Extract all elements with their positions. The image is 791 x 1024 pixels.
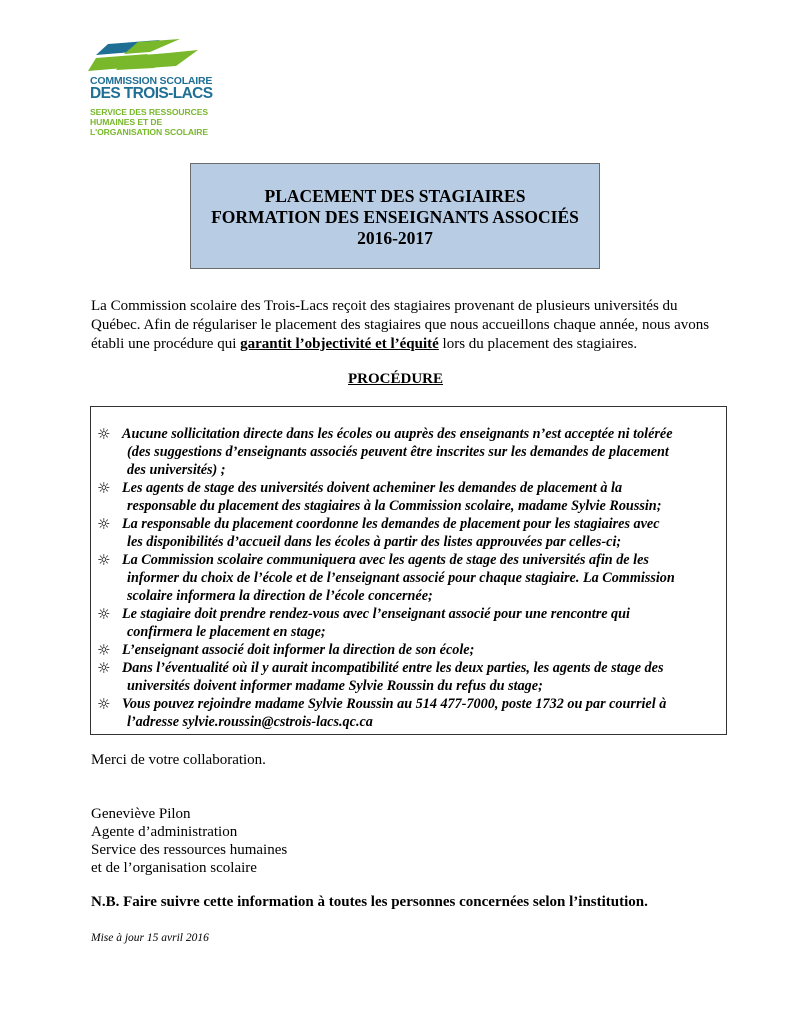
procedure-item: [97, 479, 720, 515]
nota-bene: N.B. Faire suivre cette information à toutes les personnes concernées selon l’institution.: [91, 894, 648, 910]
title-line-3: 2016-2017: [357, 228, 433, 248]
signature-name: Geneviève Pilon: [91, 806, 191, 822]
procedure-item-line: des universités) ;: [127, 462, 226, 478]
procedure-item: [97, 515, 720, 551]
sun-bullet-icon: ☼: [97, 479, 111, 497]
organization-logo: [88, 38, 228, 143]
sun-bullet-icon: ☼: [97, 515, 111, 533]
procedure-item: [97, 641, 720, 659]
stripes-logo-icon: [88, 38, 228, 78]
procedure-item-line: universités doivent informer madame Sylvie Roussin du refus du stage;: [127, 678, 543, 694]
sun-bullet-icon: ☼: [97, 695, 111, 713]
procedure-item-line: L’enseignant associé doit informer la direction de son école;: [122, 642, 475, 658]
signature-department: Service des ressources humaines: [91, 842, 288, 858]
procedure-item-line: La responsable du placement coordonne les demandes de placement pour les stagiaires avec: [122, 516, 660, 532]
procedure-item-line: confirmera le placement en stage;: [127, 624, 326, 640]
procedure-item-line: Les agents de stage des universités doivent acheminer les demandes de placement à la: [122, 480, 623, 496]
title-box: [190, 163, 600, 269]
procedure-item-line: La Commission scolaire communiquera avec les agents de stage des universités afin de les: [122, 552, 649, 568]
procedure-item: [97, 425, 720, 479]
title-line-1: PLACEMENT DES STAGIAIRES: [264, 186, 526, 206]
procedure-item: [97, 551, 720, 605]
title-line-2: FORMATION DES ENSEIGNANTS ASSOCIÉS: [211, 207, 579, 227]
signature-department: et de l’organisation scolaire: [91, 860, 257, 876]
logo-line-5: L'ORGANISATION SCOLAIRE: [90, 127, 208, 137]
procedure-item: [97, 695, 720, 731]
sun-bullet-icon: ☼: [97, 425, 111, 443]
closing-text: Merci de votre collaboration.: [91, 752, 266, 768]
signature-role: Agente d’administration: [91, 824, 238, 840]
sun-bullet-icon: ☼: [97, 605, 111, 623]
procedure-item: [97, 659, 720, 695]
sun-bullet-icon: ☼: [97, 551, 111, 569]
intro-text-before: La Commission scolaire des Trois-Lacs reçoit des stagiaires provenant de plusieurs universités du Québec. Afin de régulariser le placement des stagiaires que nous accueillons chaque année, nous avons établi une procédure qui: [91, 298, 710, 352]
procedure-item-line: scolaire informera la direction de l’école concernée;: [127, 588, 433, 604]
procedure-item: [97, 605, 720, 641]
procedure-item-line: (des suggestions d’enseignants associés peuvent être inscrites sur les demandes de placement: [127, 444, 669, 460]
intro-text-after: lors du placement des stagiaires.: [438, 336, 638, 352]
update-date: Mise à jour 15 avril 2016: [91, 932, 209, 944]
logo-line-3: SERVICE DES RESSOURCES: [90, 107, 208, 117]
intro-emphasis: garantit l’objectivité et l’équité: [240, 336, 439, 352]
procedure-item-line: l’adresse sylvie.roussin@cstrois-lacs.qc.ca: [127, 714, 373, 730]
signature-block: [91, 805, 287, 877]
logo-line-1: COMMISSION SCOLAIRE: [90, 75, 213, 87]
procedure-item-line: Dans l’éventualité où il y aurait incompatibilité entre les deux parties, les agents de stage des: [122, 660, 664, 676]
procedure-item-line: Aucune sollicitation directe dans les écoles ou auprès des enseignants n’est acceptée ni tolérée: [122, 426, 673, 442]
procedure-item-line: Vous pouvez rejoindre madame Sylvie Roussin au 514 477-7000, poste 1732 ou par courriel à: [122, 696, 667, 712]
logo-line-4: HUMAINES ET DE: [90, 117, 163, 127]
sun-bullet-icon: ☼: [97, 641, 111, 659]
procedure-item-line: informer du choix de l’école et de l’enseignant associé pour chaque stagiaire. La Commission: [127, 570, 675, 586]
procedure-box: [90, 406, 727, 735]
intro-paragraph: [91, 297, 711, 354]
sun-bullet-icon: ☼: [97, 659, 111, 677]
procedure-item-line: responsable du placement des stagiaires à la Commission scolaire, madame Sylvie Roussin;: [127, 498, 662, 514]
procedure-item-line: Le stagiaire doit prendre rendez-vous avec l’enseignant associé pour une rencontre qui: [122, 606, 630, 622]
procedure-item-line: les disponibilités d’accueil dans les écoles à partir des listes approuvées par celles-ci;: [127, 534, 622, 550]
logo-line-2: DES TROIS-LACS: [90, 85, 213, 102]
procedure-heading: PROCÉDURE: [347, 371, 443, 387]
